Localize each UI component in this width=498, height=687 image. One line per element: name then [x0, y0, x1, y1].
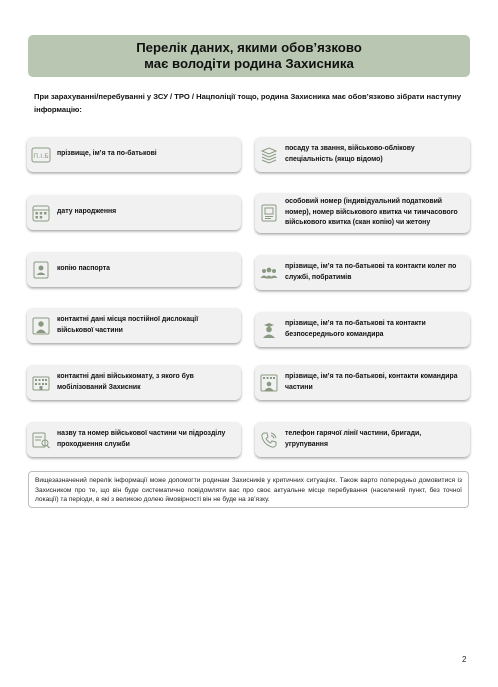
card-text: прізвище, ім’я та по-батькові та контакти колег по службі, побратимів: [285, 263, 457, 281]
card-text: контактні дані військкомату, з якого був мобілізований Захисник: [57, 373, 194, 391]
card-unit-name: [27, 422, 241, 457]
group-icon: [258, 262, 280, 284]
pib-icon: [30, 144, 52, 166]
document-stack-icon: [258, 144, 280, 166]
card-text: дату народження: [57, 208, 117, 216]
svg-text:П.І.Б: П.І.Б: [33, 151, 49, 160]
card-pib: [27, 137, 241, 172]
unit-search-icon: [30, 429, 52, 451]
intro-text: При зарахуванні/перебуванні у ЗСУ / ТРО / Нацполіції тощо, родина Захисника має обов’язково зібрати наступну інформацію:: [34, 92, 462, 114]
card-text: особовий номер (індивідуальний податковий номер), номер військового квитка чи тимчасового військового квитка (скан копію) чи жетону: [285, 198, 458, 227]
card-hotline: [255, 422, 470, 457]
footnote: Вищезазначений перелік інформації може допомогти родинам Захисників у критичних ситуаціях. Також варто попередньо домовитися із Захисником про те, що він буде систематично повідомляти вас про своє актуальне місце перебування (населений пункт, без точної локації) та періоди, в які з великою долею ймовірності він не буде на зв’язку.: [28, 471, 469, 508]
title-banner: [28, 35, 470, 77]
card-text: копію паспорта: [57, 265, 110, 273]
card-text: прізвище, ім’я та по-батькові та контакти безпосереднього командира: [285, 320, 426, 338]
card-text: прізвище, ім’я та по-батькові, контакти командира частини: [285, 373, 458, 391]
card-personal-number: [255, 193, 470, 233]
card-unit-commander: [255, 365, 470, 400]
unit-commander-icon: [258, 372, 280, 394]
phone-icon: [258, 429, 280, 451]
card-position-rank: [255, 137, 470, 172]
page-number: 2: [462, 655, 467, 664]
title-line-2: має володіти родина Захисника: [144, 56, 354, 71]
card-text: посаду та звання, військово-облікову спеціальність (якщо відомо): [285, 145, 415, 163]
card-text: контактні дані місця постійної дислокації військової частини: [57, 316, 199, 334]
enlistment-office-icon: [30, 372, 52, 394]
id-card-icon: [258, 202, 280, 224]
card-text: телефон гарячої лінії частини, бригади, угрупування: [285, 430, 422, 448]
passport-icon: [30, 259, 52, 281]
card-commander: [255, 312, 470, 347]
card-text: назву та номер військової частини чи підрозділу проходження служби: [57, 430, 226, 448]
card-dislocation: [27, 308, 241, 343]
card-birthdate: [27, 195, 241, 230]
card-passport: [27, 252, 241, 287]
card-text: прізвище, ім’я та по-батькові: [57, 150, 157, 158]
building-person-icon: [30, 315, 52, 337]
card-colleagues: [255, 255, 470, 290]
calendar-icon: [30, 202, 52, 224]
title-line-1: Перелік даних, якими обов’язково: [136, 40, 362, 55]
commander-icon: [258, 319, 280, 341]
card-enlistment-office: [27, 365, 241, 400]
